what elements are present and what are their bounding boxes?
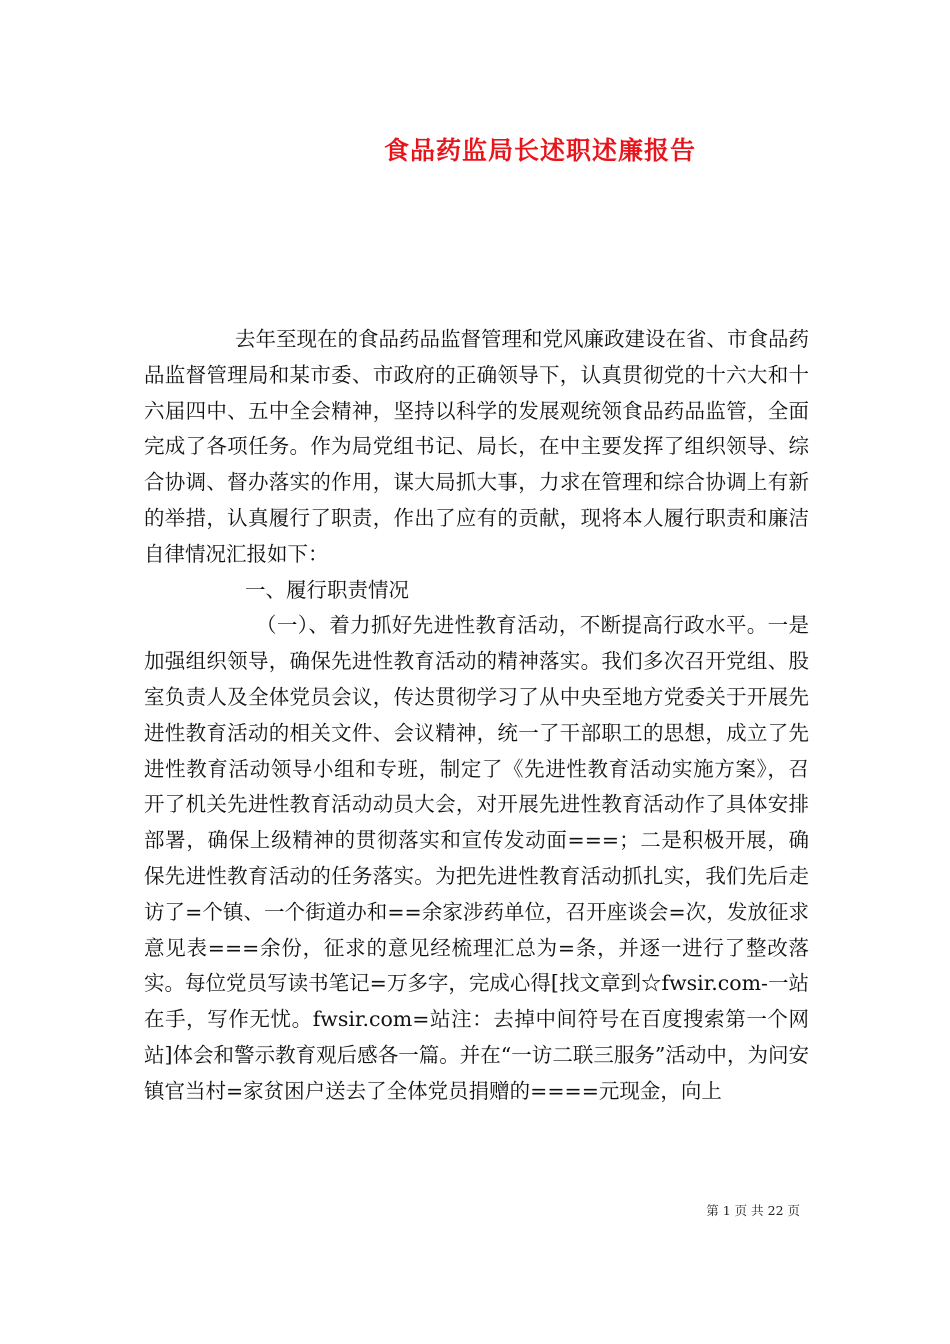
section-paragraph: （一）、着力抓好先进性教育活动，不断提高行政水平。一是加强组织领导，确保先进性教育活动的精神落实。我们多次召开党组、股室负责人及全体党员会议，传达贯彻学习了从中央至地方党委关于开展先进性教育活动的相关文件、会议精神，统一了干部职工的思想，成立了先进性教育活动领导小组和专班，制定了《先进性教育活动实施方案》，召开了机关先进性教育活动动员大会，对开展先进性教育活动作了具体安排部署，确保上级精神的贯彻落实和宣传发动面===；二是积极开展，确保先进性教育活动的任务落实。为把先进性教育活动抓扎实，我们先后走访了=个镇、一个街道办和==余家涉药单位，召开座谈会=次，发放征求意见表===余份，征求的意见经梳理汇总为=条，并逐一进行了整改落实。每位党员写读书笔记=万多字，完成心得[找文章到☆fwsir.com-一站在手，写作无忧。fwsir.com=站注：去掉中间符号在百度搜索第一个网站]体会和警示教育观后感各一篇。并在“一访二联三服务”活动中，为问安镇官当村=家贫困户送去了全体党员捐赠的====元现金，向上 [144, 613, 809, 1103]
document-title: 食品药监局长述职述廉报告 [383, 136, 696, 165]
intro-paragraph: 去年至现在的食品药品监督管理和党风廉政建设在省、市食品药品监督管理局和某市委、市政府的正确领导下，认真贯彻党的十六大和十六届四中、五中全会精神，坚持以科学的发展观统领食品药品监管，全面完成了各项任务。作为局党组书记、局长，在中主要发挥了组织领导、综合协调、督办落实的作用，谋大局抓大事，力求在管理和综合协调上有新的举措，认真履行了职责，作出了应有的贡献，现将本人履行职责和廉洁自律情况汇报如下： [144, 327, 809, 566]
section-heading: 一、履行职责情况 [245, 577, 409, 602]
document-body [144, 322, 809, 1110]
page-number-footer: 第 1 页 共 22 页 [706, 1203, 800, 1218]
